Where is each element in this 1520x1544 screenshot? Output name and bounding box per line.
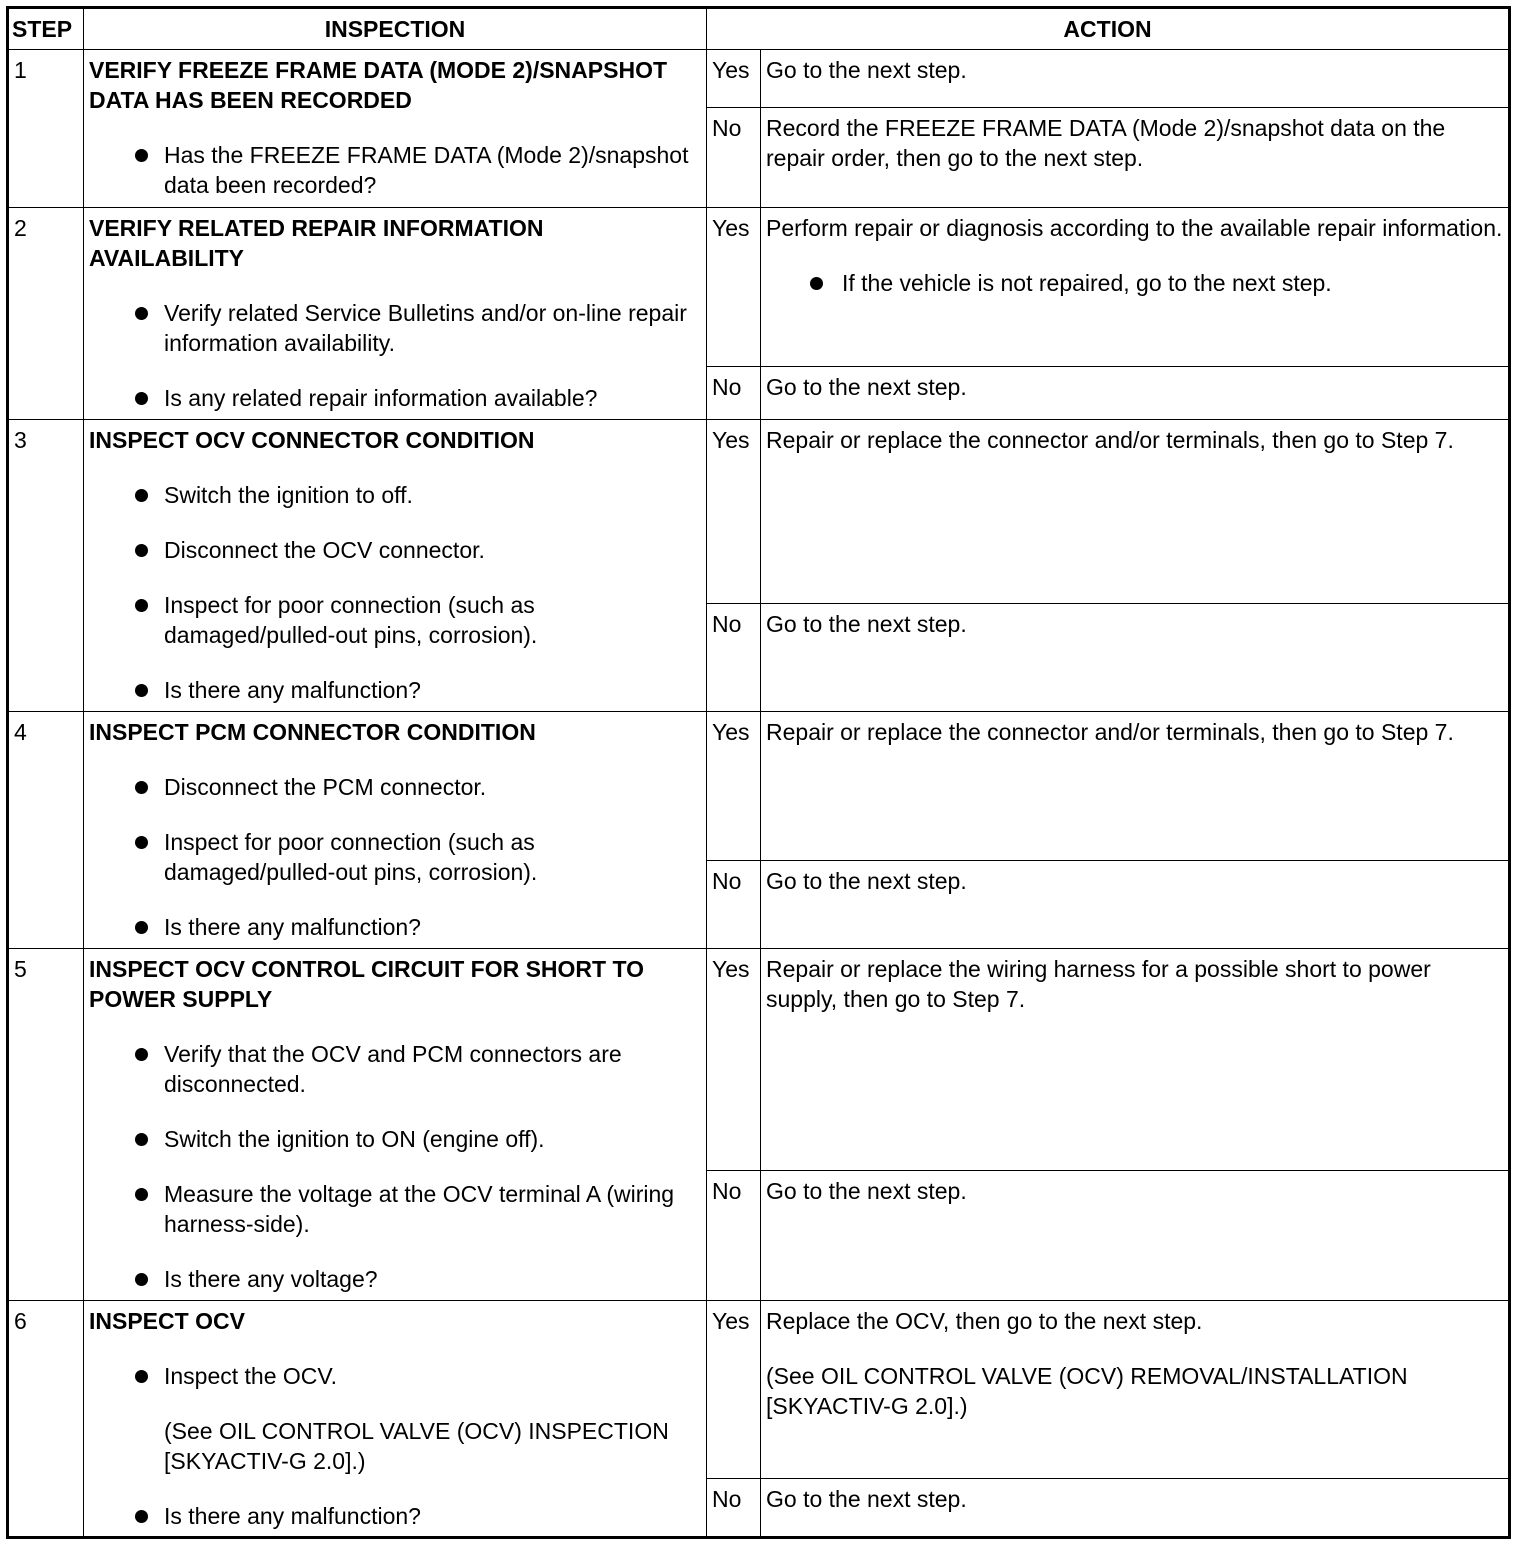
header-row [8, 8, 1510, 50]
inspection-bullets [89, 1039, 701, 1294]
bullet-item: Is there any voltage? [89, 1264, 701, 1294]
bullet-item: Is there any malfunction? [89, 1501, 701, 1531]
step-1-yes-row [8, 50, 1510, 108]
bullet-item: Verify related Service Bulletins and/or on-line repair information availability. [89, 298, 701, 358]
bullet-item: Is any related repair information available? [89, 383, 701, 413]
no-label: No [707, 861, 761, 949]
inspection-bullets [89, 772, 701, 942]
no-action: Record the FREEZE FRAME DATA (Mode 2)/snapshot data on the repair order, then go to the next step. [761, 108, 1510, 208]
bullet-item: Measure the voltage at the OCV terminal A (wiring harness-side). [89, 1179, 701, 1239]
step-title: VERIFY RELATED REPAIR INFORMATION AVAILABILITY [89, 215, 544, 271]
inspection-cell [84, 50, 707, 208]
bullet-item: Has the FREEZE FRAME DATA (Mode 2)/snapshot data been recorded? [89, 140, 701, 200]
bullet-item: Disconnect the PCM connector. [89, 772, 701, 802]
bullet-item: Is there any malfunction? [89, 912, 701, 942]
bullet-item: Switch the ignition to off. [89, 480, 701, 510]
bullet-text: Inspect the OCV. [164, 1363, 338, 1389]
yes-action: Perform repair or diagnosis according to the available repair information. [766, 215, 1503, 241]
yes-label: Yes [707, 949, 761, 1171]
step-number: 5 [8, 949, 84, 1301]
yes-label: Yes [707, 50, 761, 108]
no-label: No [707, 367, 761, 420]
bullet-item [89, 1361, 701, 1476]
yes-action-cell [761, 208, 1510, 367]
no-label: No [707, 1479, 761, 1538]
inspection-cell [84, 712, 707, 949]
step-3-yes-row [8, 420, 1510, 604]
bullet-item: Inspect for poor connection (such as damaged/pulled-out pins, corrosion). [89, 590, 701, 650]
header-step: STEP [8, 8, 84, 50]
yes-action: Repair or replace the connector and/or terminals, then go to Step 7. [761, 420, 1510, 604]
no-action: Go to the next step. [761, 367, 1510, 420]
diagnostic-page [6, 6, 1508, 1539]
step-4-yes-row [8, 712, 1510, 861]
step-title: INSPECT OCV CONTROL CIRCUIT FOR SHORT TO POWER SUPPLY [89, 956, 644, 1012]
yes-action: Repair or replace the connector and/or terminals, then go to Step 7. [761, 712, 1510, 861]
no-label: No [707, 604, 761, 712]
step-number: 3 [8, 420, 84, 712]
no-label: No [707, 1171, 761, 1301]
step-number: 2 [8, 208, 84, 420]
step-number: 6 [8, 1301, 84, 1538]
no-label: No [707, 108, 761, 208]
yes-action: Replace the OCV, then go to the next step. [766, 1308, 1203, 1334]
bullet-item: Inspect for poor connection (such as damaged/pulled-out pins, corrosion). [89, 827, 701, 887]
inspection-cell [84, 949, 707, 1301]
bullet-item: Verify that the OCV and PCM connectors are disconnected. [89, 1039, 701, 1099]
step-title: INSPECT OCV CONNECTOR CONDITION [89, 427, 535, 453]
step-2-yes-row [8, 208, 1510, 367]
step-number: 1 [8, 50, 84, 208]
yes-label: Yes [707, 712, 761, 861]
diagnostic-procedure-table [6, 6, 1511, 1539]
step-5-yes-row [8, 949, 1510, 1171]
header-action: ACTION [707, 8, 1510, 50]
no-action: Go to the next step. [761, 604, 1510, 712]
bullet-item: Disconnect the OCV connector. [89, 535, 701, 565]
inspection-cell [84, 1301, 707, 1538]
yes-action: Go to the next step. [761, 50, 1510, 108]
inspection-bullets [89, 298, 701, 413]
step-title: VERIFY FREEZE FRAME DATA (MODE 2)/SNAPSHOT DATA HAS BEEN RECORDED [89, 57, 668, 113]
yes-label: Yes [707, 420, 761, 604]
step-6-yes-row [8, 1301, 1510, 1479]
header-inspection: INSPECTION [84, 8, 707, 50]
action-bullet-item: If the vehicle is not repaired, go to the next step. [766, 268, 1503, 298]
yes-label: Yes [707, 1301, 761, 1479]
inspection-cell [84, 420, 707, 712]
yes-action: Repair or replace the wiring harness for a possible short to power supply, then go to Step 7. [761, 949, 1510, 1171]
bullet-item: Is there any malfunction? [89, 675, 701, 705]
yes-action-cell [761, 1301, 1510, 1479]
yes-label: Yes [707, 208, 761, 367]
inspection-bullets [89, 1361, 701, 1531]
no-action: Go to the next step. [761, 1479, 1510, 1538]
no-action: Go to the next step. [761, 861, 1510, 949]
step-number: 4 [8, 712, 84, 949]
no-action: Go to the next step. [761, 1171, 1510, 1301]
reference-note: (See OIL CONTROL VALVE (OCV) INSPECTION [SKYACTIV-G 2.0].) [164, 1418, 669, 1474]
step-title: INSPECT PCM CONNECTOR CONDITION [89, 719, 536, 745]
bullet-item: Switch the ignition to ON (engine off). [89, 1124, 701, 1154]
inspection-bullets [89, 140, 701, 200]
inspection-cell [84, 208, 707, 420]
reference-note: (See OIL CONTROL VALVE (OCV) REMOVAL/INSTALLATION [SKYACTIV-G 2.0].) [766, 1363, 1408, 1419]
action-bullets [766, 268, 1503, 298]
inspection-bullets [89, 480, 701, 705]
step-title: INSPECT OCV [89, 1308, 245, 1334]
